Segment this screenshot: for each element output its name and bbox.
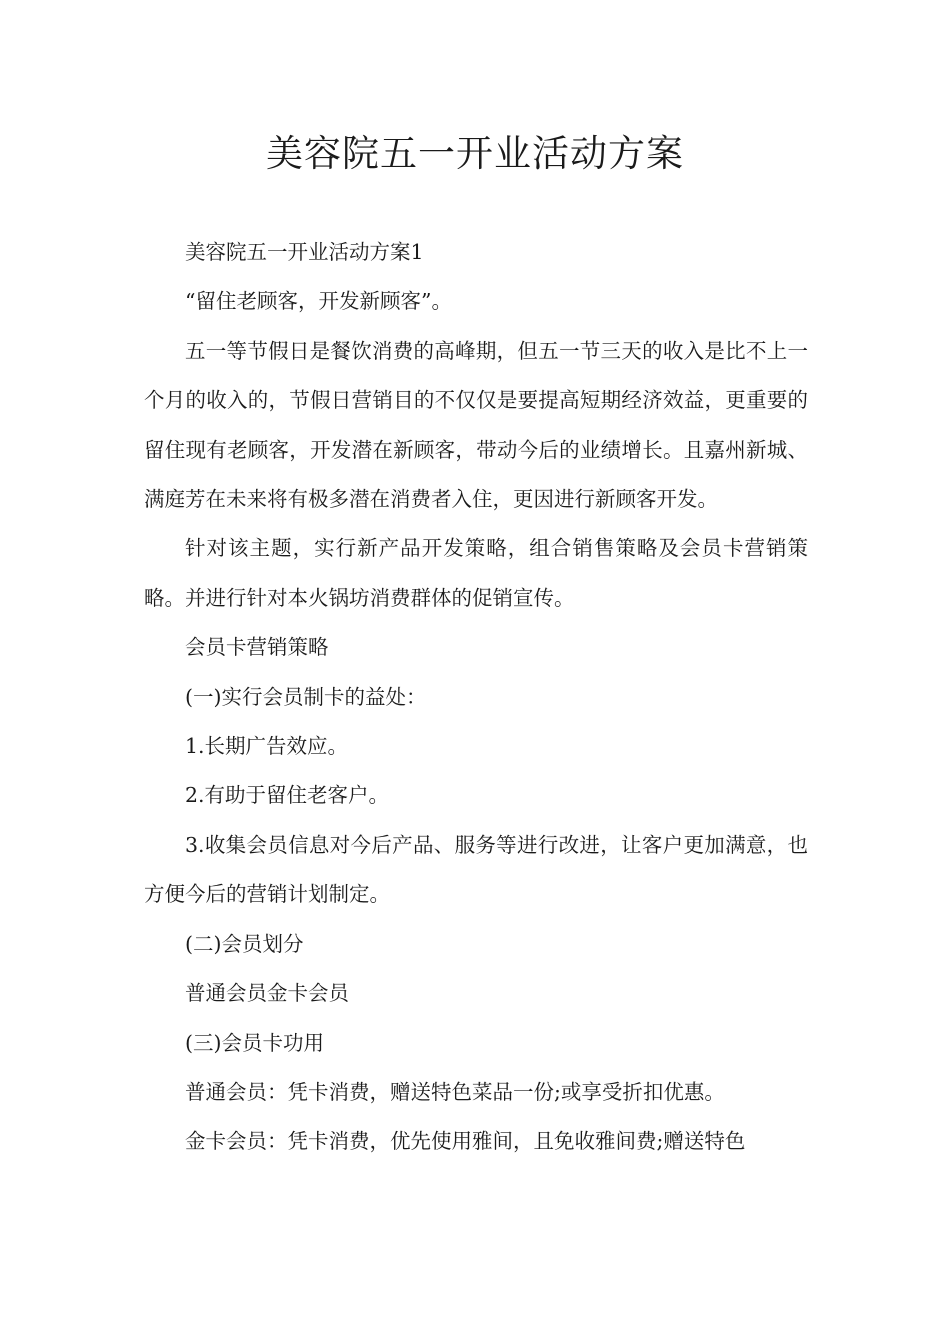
paragraph: 普通会员金卡会员 <box>185 981 349 1006</box>
list-item: 3.收集会员信息对今后产品、服务等进行改进，让客户更加满意，也方便今后的营销计划制定。 <box>144 832 808 907</box>
paragraph: 美容院五一开业活动方案1 <box>185 240 424 264</box>
paragraph: 五一等节假日是餐饮消费的高峰期，但五一节三天的收入是比不上一个月的收入的，节假日营销目的不仅仅是要提高短期经济效益，更重要的留住现有老顾客，开发潜在新顾客，带动今后的业绩增长。且嘉州新城、满庭芳在未来将有极多潜在消费者入住，更因进行新顾客开发。 <box>144 338 808 512</box>
paragraph: 针对该主题，实行新产品开发策略，组合销售策略及会员卡营销策略。并进行针对本火锅坊消费群体的促销宣传。 <box>144 536 808 610</box>
subsection-heading: (三)会员卡功用 <box>185 1030 324 1055</box>
section-heading: 会员卡营销策略 <box>185 635 329 660</box>
paragraph: 金卡会员：凭卡消费，优先使用雅间，且免收雅间费;赠送特色 <box>185 1129 746 1154</box>
subsection-heading: (一)实行会员制卡的益处： <box>185 684 427 709</box>
subsection-heading: (二)会员划分 <box>185 931 304 956</box>
document-title: 美容院五一开业活动方案 <box>266 132 684 175</box>
document-body <box>144 228 808 1167</box>
paragraph: 普通会员：凭卡消费，赠送特色菜品一份;或享受折扣优惠。 <box>185 1079 725 1104</box>
list-item: 2.有助于留住老客户。 <box>185 783 390 808</box>
paragraph: “留住老顾客，开发新顾客”。 <box>185 289 452 314</box>
list-item: 1.长期广告效应。 <box>185 734 349 759</box>
